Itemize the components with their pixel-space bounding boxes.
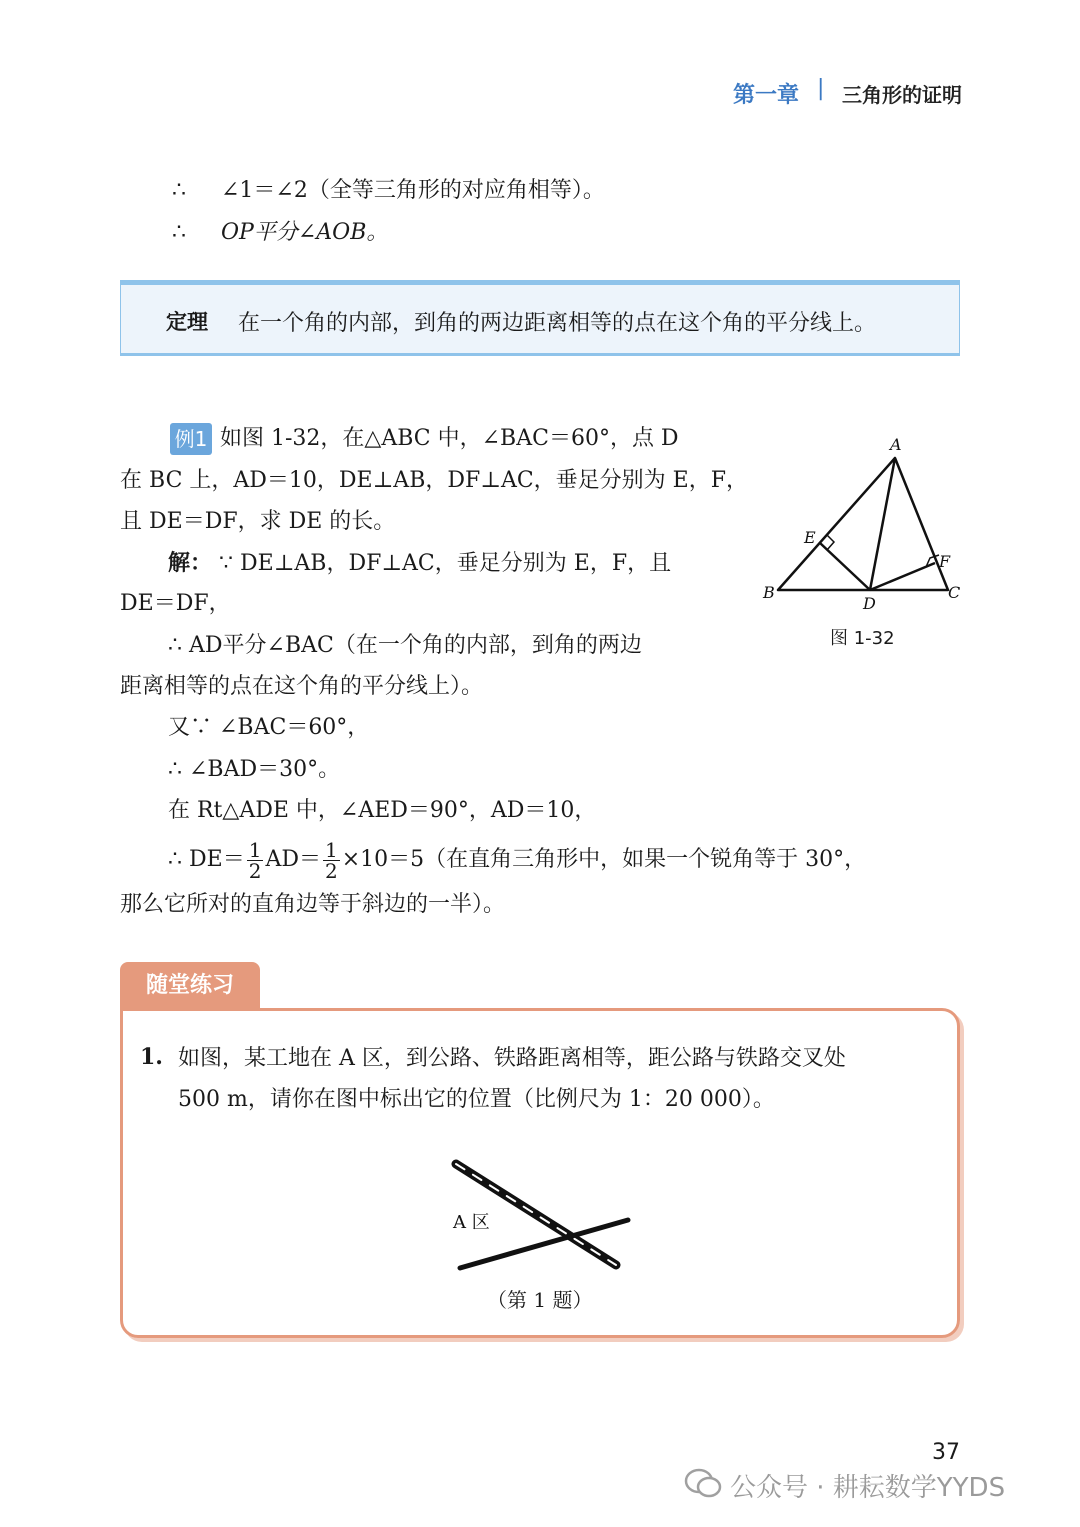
watermark-text: 公众号 · 耕耘数学YYDS [730,1473,1006,1503]
solution-line-7: 在 Rt△ADE 中，∠AED＝90°，AD＝10， [168,798,597,823]
final-post: ×10＝5（在直角三角形中，如果一个锐角等于 30°， [341,847,867,872]
segment-ad [870,458,895,590]
solution-line-6: ∴ ∠BAD＝30°。 [168,757,341,782]
theorem-label: 定理 [166,310,208,334]
chapter-label: 第一章 [733,83,800,108]
chapter-title: 三角形的证明 [842,83,962,107]
solution-line-2: DE＝DF， [120,591,231,616]
proof-line-2 [172,218,388,248]
final-pre: ∴ DE＝ [168,847,245,872]
solution-final-line-2: 那么它所对的直角边等于斜边的一半）。 [120,892,506,917]
solution-text: ∵ DE⊥AB，DF⊥AC，垂足分别为 E，F，且 [219,551,672,576]
question-line-2: 500 m，请你在图中标出它的位置（比例尺为 1：20 000）。 [178,1087,775,1112]
solution-line-5: 又∵ ∠BAC＝60°， [168,715,370,740]
therefore-symbol: ∴ [172,178,186,203]
zone-a-label: A 区 [453,1212,490,1233]
label-b: B [763,583,775,602]
theorem-text: 在一个角的内部，到角的两边距离相等的点在这个角的平分线上。 [238,311,877,336]
example-problem-line-2: 在 BC 上，AD＝10，DE⊥AB，DF⊥AC，垂足分别为 E，F， [120,468,748,493]
practice-tab: 随堂练习 [120,962,260,1010]
road-railway-figure [440,1150,650,1280]
solution-line-3: ∴ AD平分∠BAC（在一个角的内部，到角的两边 [168,633,642,658]
label-f: F [939,552,951,571]
fraction-half: $\frac{1}{2}$ [324,837,338,883]
label-c: C [948,583,961,602]
solution-label: 解： [168,550,213,576]
solution-line-1 [168,548,671,579]
right-angle-mark-e [827,535,834,550]
page-number: 37 [932,1440,960,1465]
therefore-symbol: ∴ [172,220,186,245]
proof-line-1 [172,176,605,206]
triangle-figure [750,430,970,620]
label-a: A [890,435,902,454]
header-separator: | [817,76,825,101]
fraction-half: $\frac{1}{2}$ [248,837,262,883]
figure-caption: 图 1-32 [830,628,895,649]
example-problem-line-3: 且 DE＝DF，求 DE 的长。 [120,509,396,534]
solution-final-line [168,838,866,882]
question-line-1: 如图，某工地在 A 区，到公路、铁路距离相等，距公路与铁路交叉处 [178,1046,846,1071]
label-d: D [863,594,876,613]
question-number: 1. [140,1044,163,1070]
final-mid: AD＝ [265,847,321,872]
proof-text: ∠1＝∠2（全等三角形的对应角相等）。 [221,178,605,203]
example-problem-line-1: 如图 1-32，在△ABC 中，∠BAC＝60°，点 D [220,426,679,451]
wechat-icon [684,1467,722,1499]
label-e: E [804,528,816,547]
segment-df [870,563,935,590]
example-badge: 例1 [170,423,212,455]
proof-text: OP平分∠AOB。 [221,220,389,245]
triangle-abc [778,458,948,590]
question-figure-caption: （第 1 题） [487,1288,593,1312]
solution-line-4: 距离相等的点在这个角的平分线上）。 [120,674,484,699]
